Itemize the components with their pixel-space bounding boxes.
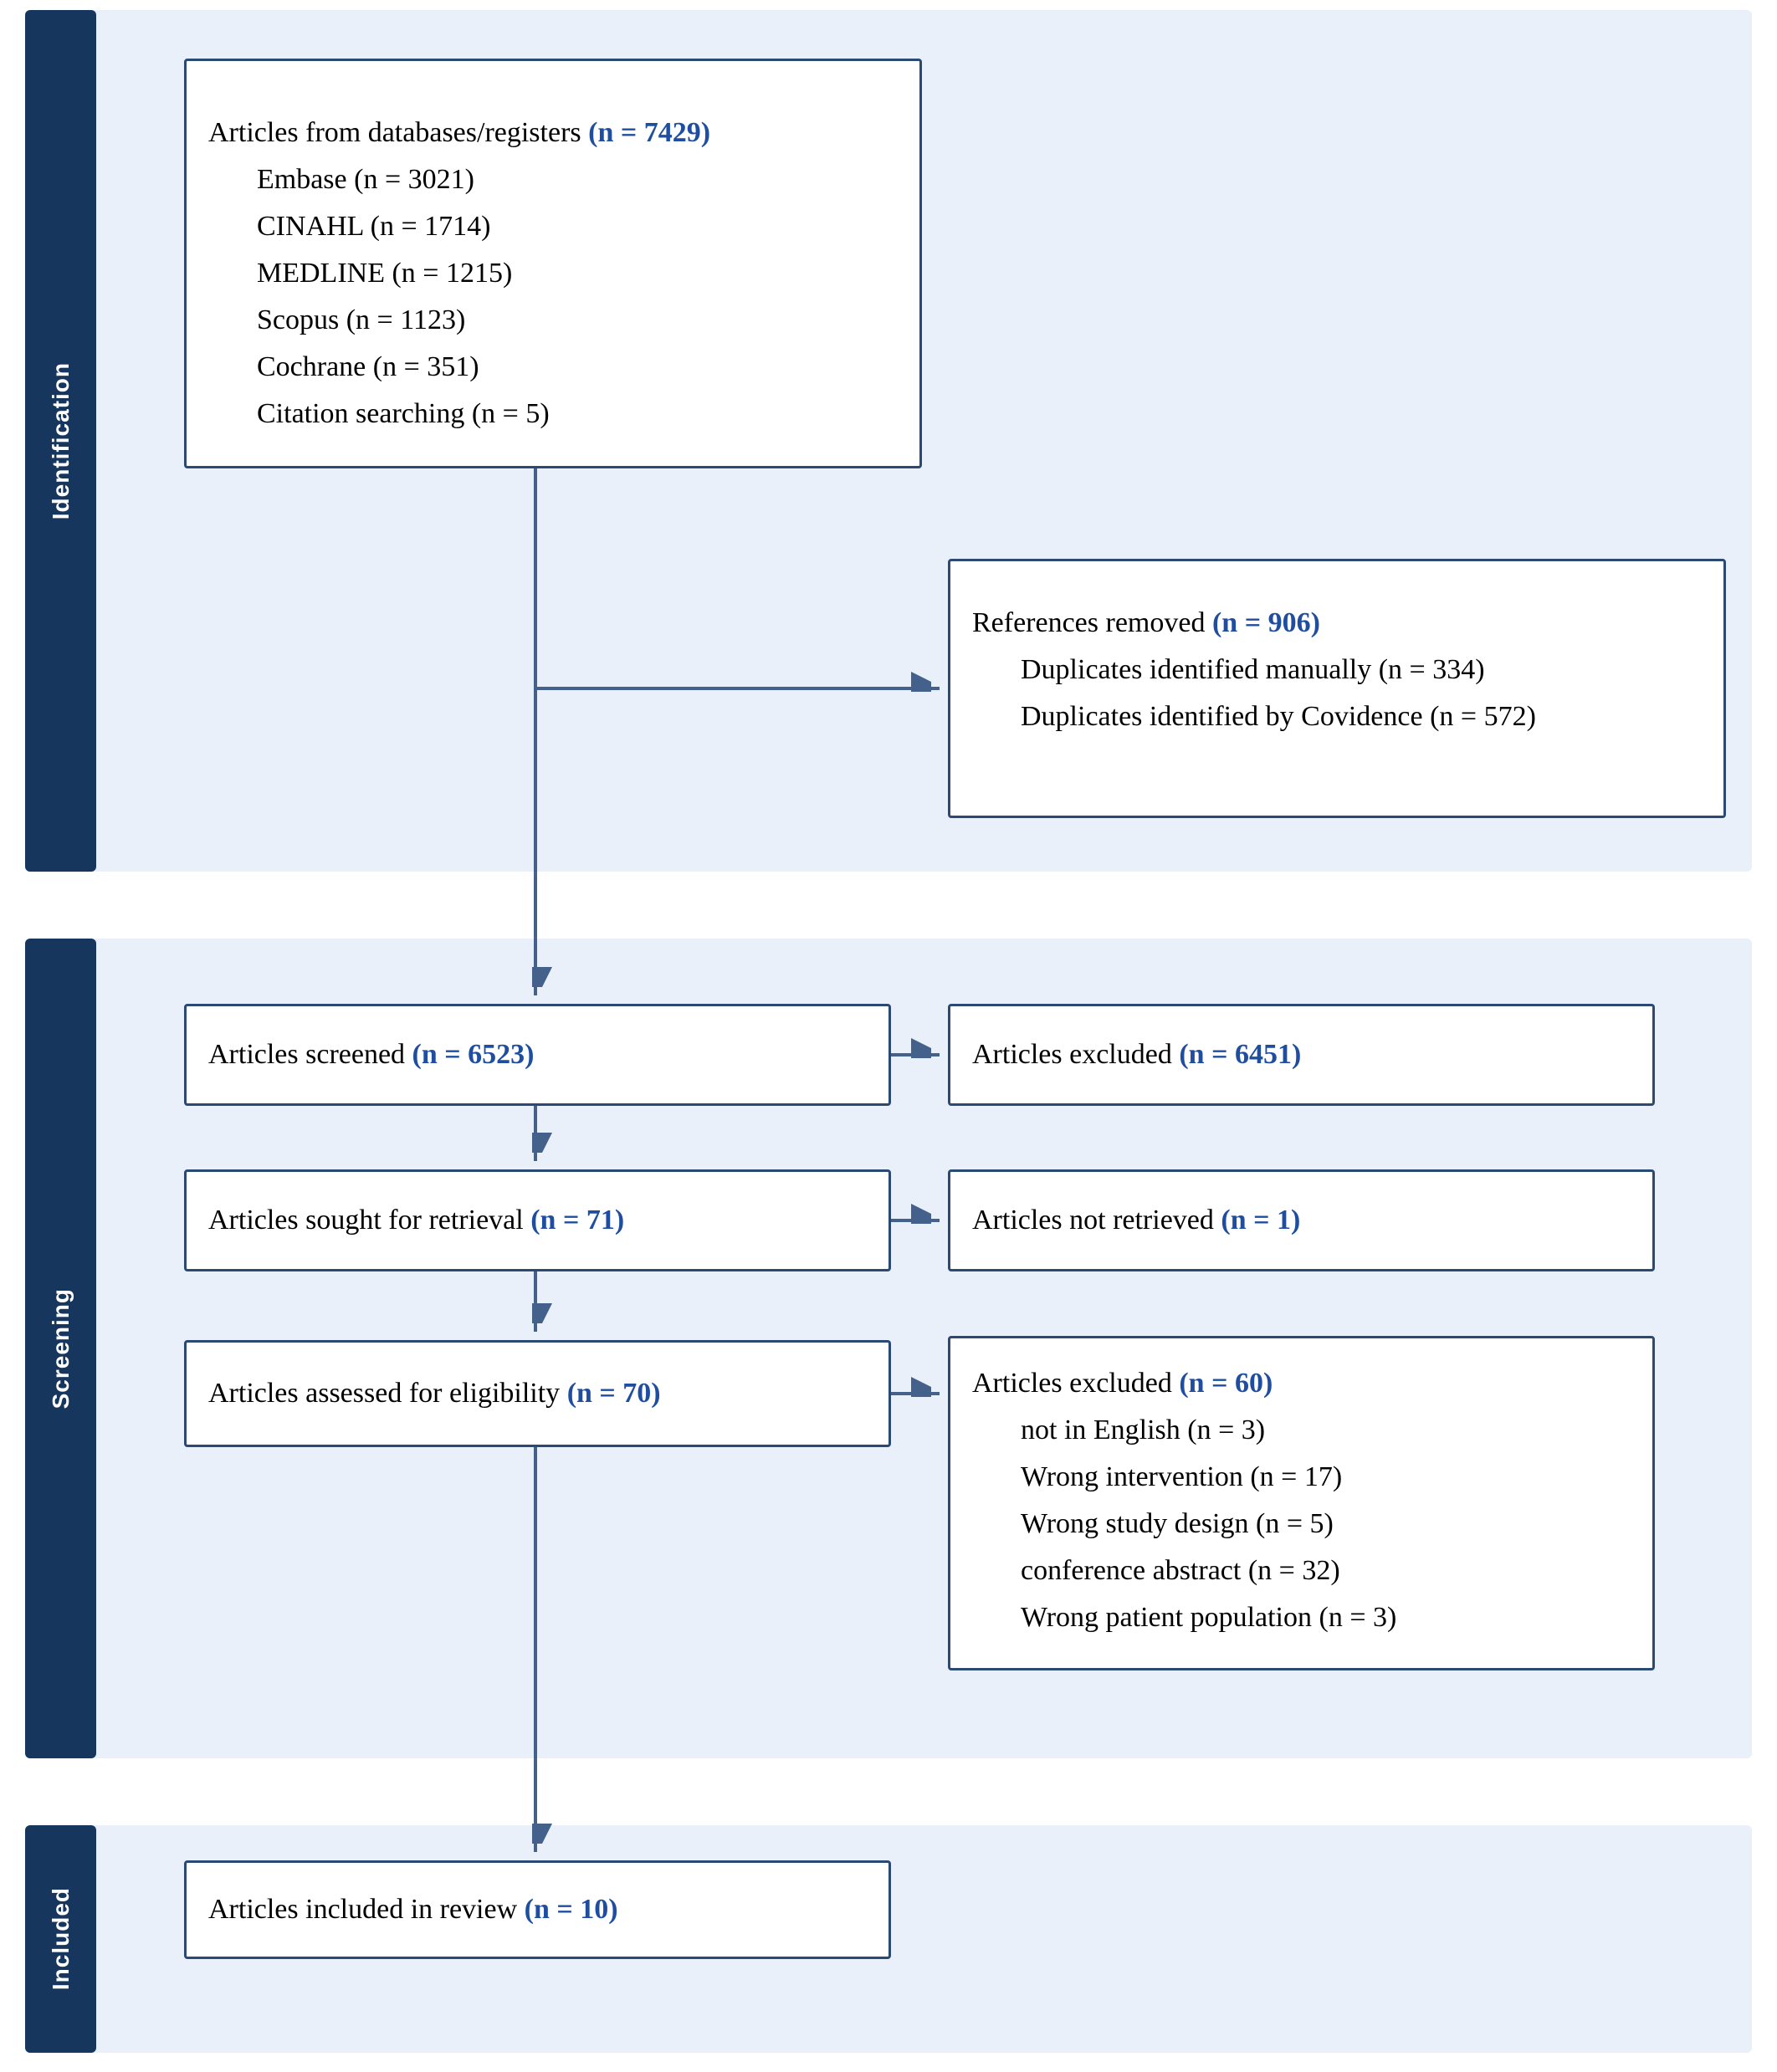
excluded-eligibility-title [972,1360,1644,1407]
screened-title-text: Articles screened [208,1039,412,1070]
phase-bar-included [25,1825,96,2053]
phase-label-included: Included [47,1887,74,1991]
sought-retrieval-box [184,1169,891,1271]
databases-box-title [208,110,911,156]
not-retrieved-title [972,1197,1300,1244]
included-title-text: Articles included in review [208,1894,525,1925]
excluded-screening-title-text: Articles excluded [972,1039,1180,1070]
databases-title-text: Articles from databases/registers [208,117,589,148]
excluded-screening-count: (n = 6451) [1179,1039,1302,1070]
references-removed-item: Duplicates identified manually (n = 334) [1021,654,1485,685]
assessed-count: (n = 70) [566,1378,661,1409]
sought-title-text: Articles sought for retrieval [208,1205,531,1236]
references-removed-box [948,559,1726,818]
references-removed-count: (n = 906) [1211,607,1320,638]
database-item: MEDLINE (n = 1215) [257,258,513,289]
exclusion-reason-item: Wrong intervention (n = 17) [1021,1461,1343,1492]
database-item: Embase (n = 3021) [257,164,474,195]
databases-box [184,59,922,468]
databases-count: (n = 7429) [588,117,711,148]
included-review-title [208,1886,618,1933]
sought-retrieval-title [208,1197,624,1244]
references-removed-item: Duplicates identified by Covidence (n = 572) [1021,701,1536,732]
exclusion-reason-item: Wrong study design (n = 5) [1021,1508,1334,1539]
references-removed-title-text: References removed [972,607,1212,638]
not-retrieved-box [948,1169,1655,1271]
screened-box-title [208,1031,534,1078]
screened-box [184,1004,891,1106]
included-review-box [184,1860,891,1959]
database-item: Citation searching (n = 5) [257,398,550,429]
excluded-eligibility-box [948,1336,1655,1670]
assessed-eligibility-title [208,1370,661,1417]
exclusion-reason-item: not in English (n = 3) [1021,1415,1266,1445]
exclusion-reason-item: conference abstract (n = 32) [1021,1555,1340,1586]
excluded-eligibility-title-text: Articles excluded [972,1368,1180,1399]
phase-label-screening: Screening [47,1287,74,1409]
phase-bar-identification [25,10,96,872]
database-item: Cochrane (n = 351) [257,351,479,382]
excluded-eligibility-count: (n = 60) [1179,1368,1273,1399]
references-removed-title [972,600,1715,647]
assessed-title-text: Articles assessed for eligibility [208,1378,567,1409]
included-count: (n = 10) [524,1894,618,1925]
assessed-eligibility-box [184,1340,891,1447]
screened-count: (n = 6523) [412,1039,535,1070]
database-item: Scopus (n = 1123) [257,304,466,335]
not-retrieved-count: (n = 1) [1221,1205,1301,1236]
phase-bar-screening [25,939,96,1758]
not-retrieved-title-text: Articles not retrieved [972,1205,1221,1236]
excluded-screening-title [972,1031,1301,1078]
sought-count: (n = 71) [530,1205,625,1236]
excluded-screening-box [948,1004,1655,1106]
exclusion-reason-item: Wrong patient population (n = 3) [1021,1602,1397,1633]
database-item: CINAHL (n = 1714) [257,211,491,242]
phase-label-identification: Identification [47,361,74,520]
